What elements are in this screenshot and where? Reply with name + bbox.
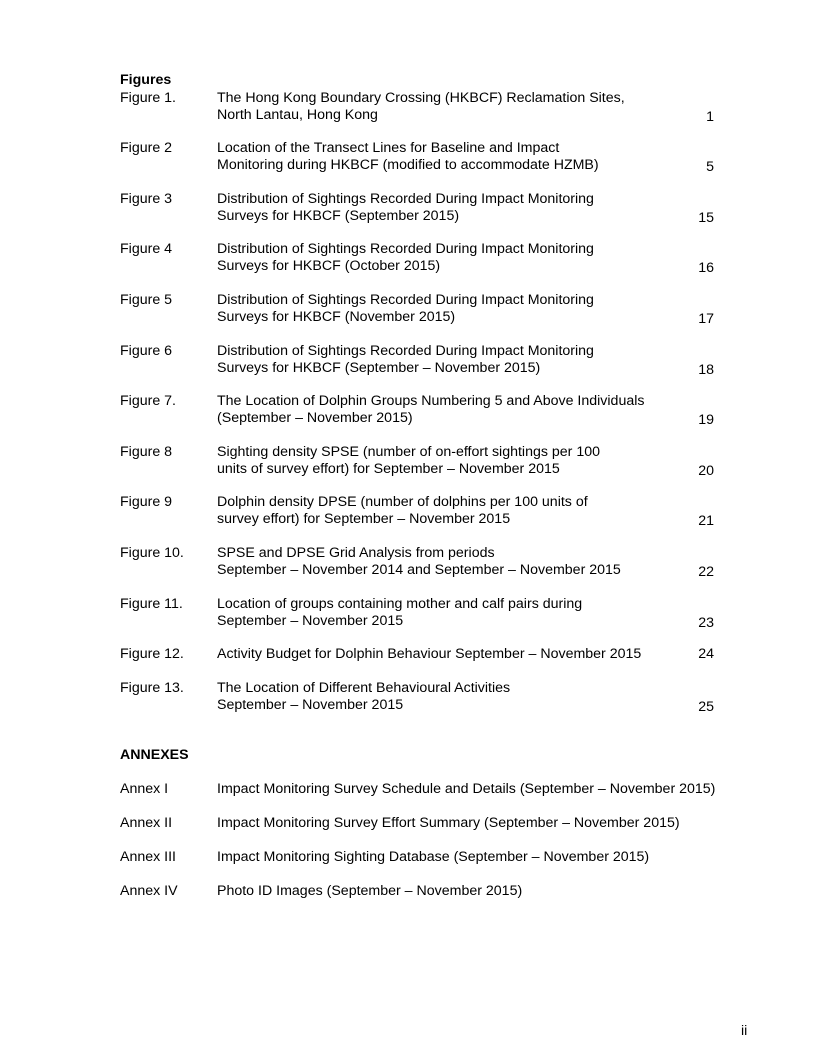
annex-title: Photo ID Images (September – November 2015)	[217, 883, 523, 899]
figure-entry-11	[120, 596, 720, 632]
figures-heading: Figures	[120, 72, 172, 88]
figure-caption	[217, 191, 687, 225]
annex-entry-1	[120, 781, 760, 799]
annex-label: Annex III	[120, 849, 176, 865]
figure-page-number: 15	[698, 210, 714, 226]
figure-label: Figure 13.	[120, 680, 184, 696]
figure-entry-12	[120, 646, 720, 664]
caption-line: Location of the Transect Lines for Baseline and Impact	[217, 140, 560, 156]
annexes-heading: ANNEXES	[120, 747, 189, 763]
figure-entry-6	[120, 343, 720, 379]
caption-line: Surveys for HKBCF (September 2015)	[217, 208, 460, 224]
figure-caption	[217, 140, 687, 174]
caption-line: Distribution of Sightings Recorded During Impact Monitoring	[217, 343, 594, 359]
caption-line: (September – November 2015)	[217, 410, 413, 426]
figure-page-number: 23	[698, 615, 714, 631]
figure-entry-8	[120, 444, 720, 480]
figure-label: Figure 11.	[120, 596, 183, 612]
annex-label: Annex I	[120, 781, 169, 797]
caption-line: Activity Budget for Dolphin Behaviour September – November 2015	[217, 646, 642, 662]
caption-line: Distribution of Sightings Recorded During Impact Monitoring	[217, 292, 594, 308]
figure-page-number: 19	[698, 412, 714, 428]
caption-line: Surveys for HKBCF (November 2015)	[217, 309, 456, 325]
figure-caption	[217, 90, 687, 124]
figure-label: Figure 9	[120, 494, 173, 510]
figure-label: Figure 2	[120, 140, 173, 156]
caption-line: survey effort) for September – November 2015	[217, 511, 511, 527]
figure-caption	[217, 444, 687, 478]
caption-line: SPSE and DPSE Grid Analysis from periods	[217, 545, 495, 561]
figure-page-number: 25	[698, 699, 714, 715]
figure-page-number: 17	[698, 311, 714, 327]
figure-label: Figure 6	[120, 343, 173, 359]
figure-page-number: 20	[698, 463, 714, 479]
figure-caption	[217, 241, 687, 275]
figure-entry-13	[120, 680, 720, 716]
figure-label: Figure 5	[120, 292, 173, 308]
figure-caption	[217, 393, 687, 427]
figure-caption	[217, 292, 687, 326]
caption-line: Surveys for HKBCF (October 2015)	[217, 258, 441, 274]
figure-entry-4	[120, 241, 720, 277]
figure-label: Figure 7.	[120, 393, 176, 409]
figure-label: Figure 4	[120, 241, 173, 257]
figure-entry-2	[120, 140, 720, 176]
figure-entry-7	[120, 393, 720, 429]
figure-caption	[217, 596, 687, 630]
figure-label: Figure 1.	[120, 90, 176, 106]
annex-title: Impact Monitoring Sighting Database (September – November 2015)	[217, 849, 650, 865]
figure-page-number: 16	[698, 260, 714, 276]
caption-line: Location of groups containing mother and calf pairs during	[217, 596, 583, 612]
caption-line: Distribution of Sightings Recorded During Impact Monitoring	[217, 191, 594, 207]
caption-line: September – November 2015	[217, 697, 404, 713]
figure-caption	[217, 545, 687, 579]
figure-entry-1	[120, 90, 720, 126]
caption-line: September – November 2015	[217, 613, 404, 629]
annex-entry-4	[120, 883, 760, 901]
figure-caption	[217, 646, 687, 663]
figure-entry-5	[120, 292, 720, 328]
figure-page-number: 5	[706, 159, 714, 175]
caption-line: Sighting density SPSE (number of on-effort sightings per 100	[217, 444, 601, 460]
caption-line: The Location of Dolphin Groups Numbering 5 and Above Individuals	[217, 393, 645, 409]
caption-line: Distribution of Sightings Recorded During Impact Monitoring	[217, 241, 594, 257]
caption-line: units of survey effort) for September – November 2015	[217, 461, 560, 477]
page-number: ii	[741, 1023, 748, 1039]
figure-page-number: 22	[698, 564, 714, 580]
annex-label: Annex IV	[120, 883, 178, 899]
figure-label: Figure 3	[120, 191, 173, 207]
figure-caption	[217, 680, 687, 714]
caption-line: Surveys for HKBCF (September – November 2015)	[217, 360, 541, 376]
caption-line: Dolphin density DPSE (number of dolphins per 100 units of	[217, 494, 588, 510]
figure-entry-9	[120, 494, 720, 530]
figure-label: Figure 12.	[120, 646, 184, 662]
annex-entry-2	[120, 815, 760, 833]
figure-label: Figure 10.	[120, 545, 184, 561]
figure-entry-10	[120, 545, 720, 581]
figure-page-number: 18	[698, 362, 714, 378]
annex-title: Impact Monitoring Survey Effort Summary (September – November 2015)	[217, 815, 680, 831]
caption-line: Monitoring during HKBCF (modified to accommodate HZMB)	[217, 157, 599, 173]
figure-caption	[217, 494, 687, 528]
annex-title: Impact Monitoring Survey Schedule and Details (September – November 2015)	[217, 781, 716, 797]
figure-page-number: 21	[698, 513, 714, 529]
figure-page-number: 1	[706, 109, 714, 125]
figure-label: Figure 8	[120, 444, 173, 460]
figure-entry-3	[120, 191, 720, 227]
caption-line: North Lantau, Hong Kong	[217, 107, 378, 123]
caption-line: September – November 2014 and September – November 2015	[217, 562, 621, 578]
annex-entry-3	[120, 849, 760, 867]
figure-page-number: 24	[698, 646, 714, 662]
annex-label: Annex II	[120, 815, 173, 831]
caption-line: The Hong Kong Boundary Crossing (HKBCF) Reclamation Sites,	[217, 90, 625, 106]
caption-line: The Location of Different Behavioural Activities	[217, 680, 511, 696]
figure-caption	[217, 343, 687, 377]
